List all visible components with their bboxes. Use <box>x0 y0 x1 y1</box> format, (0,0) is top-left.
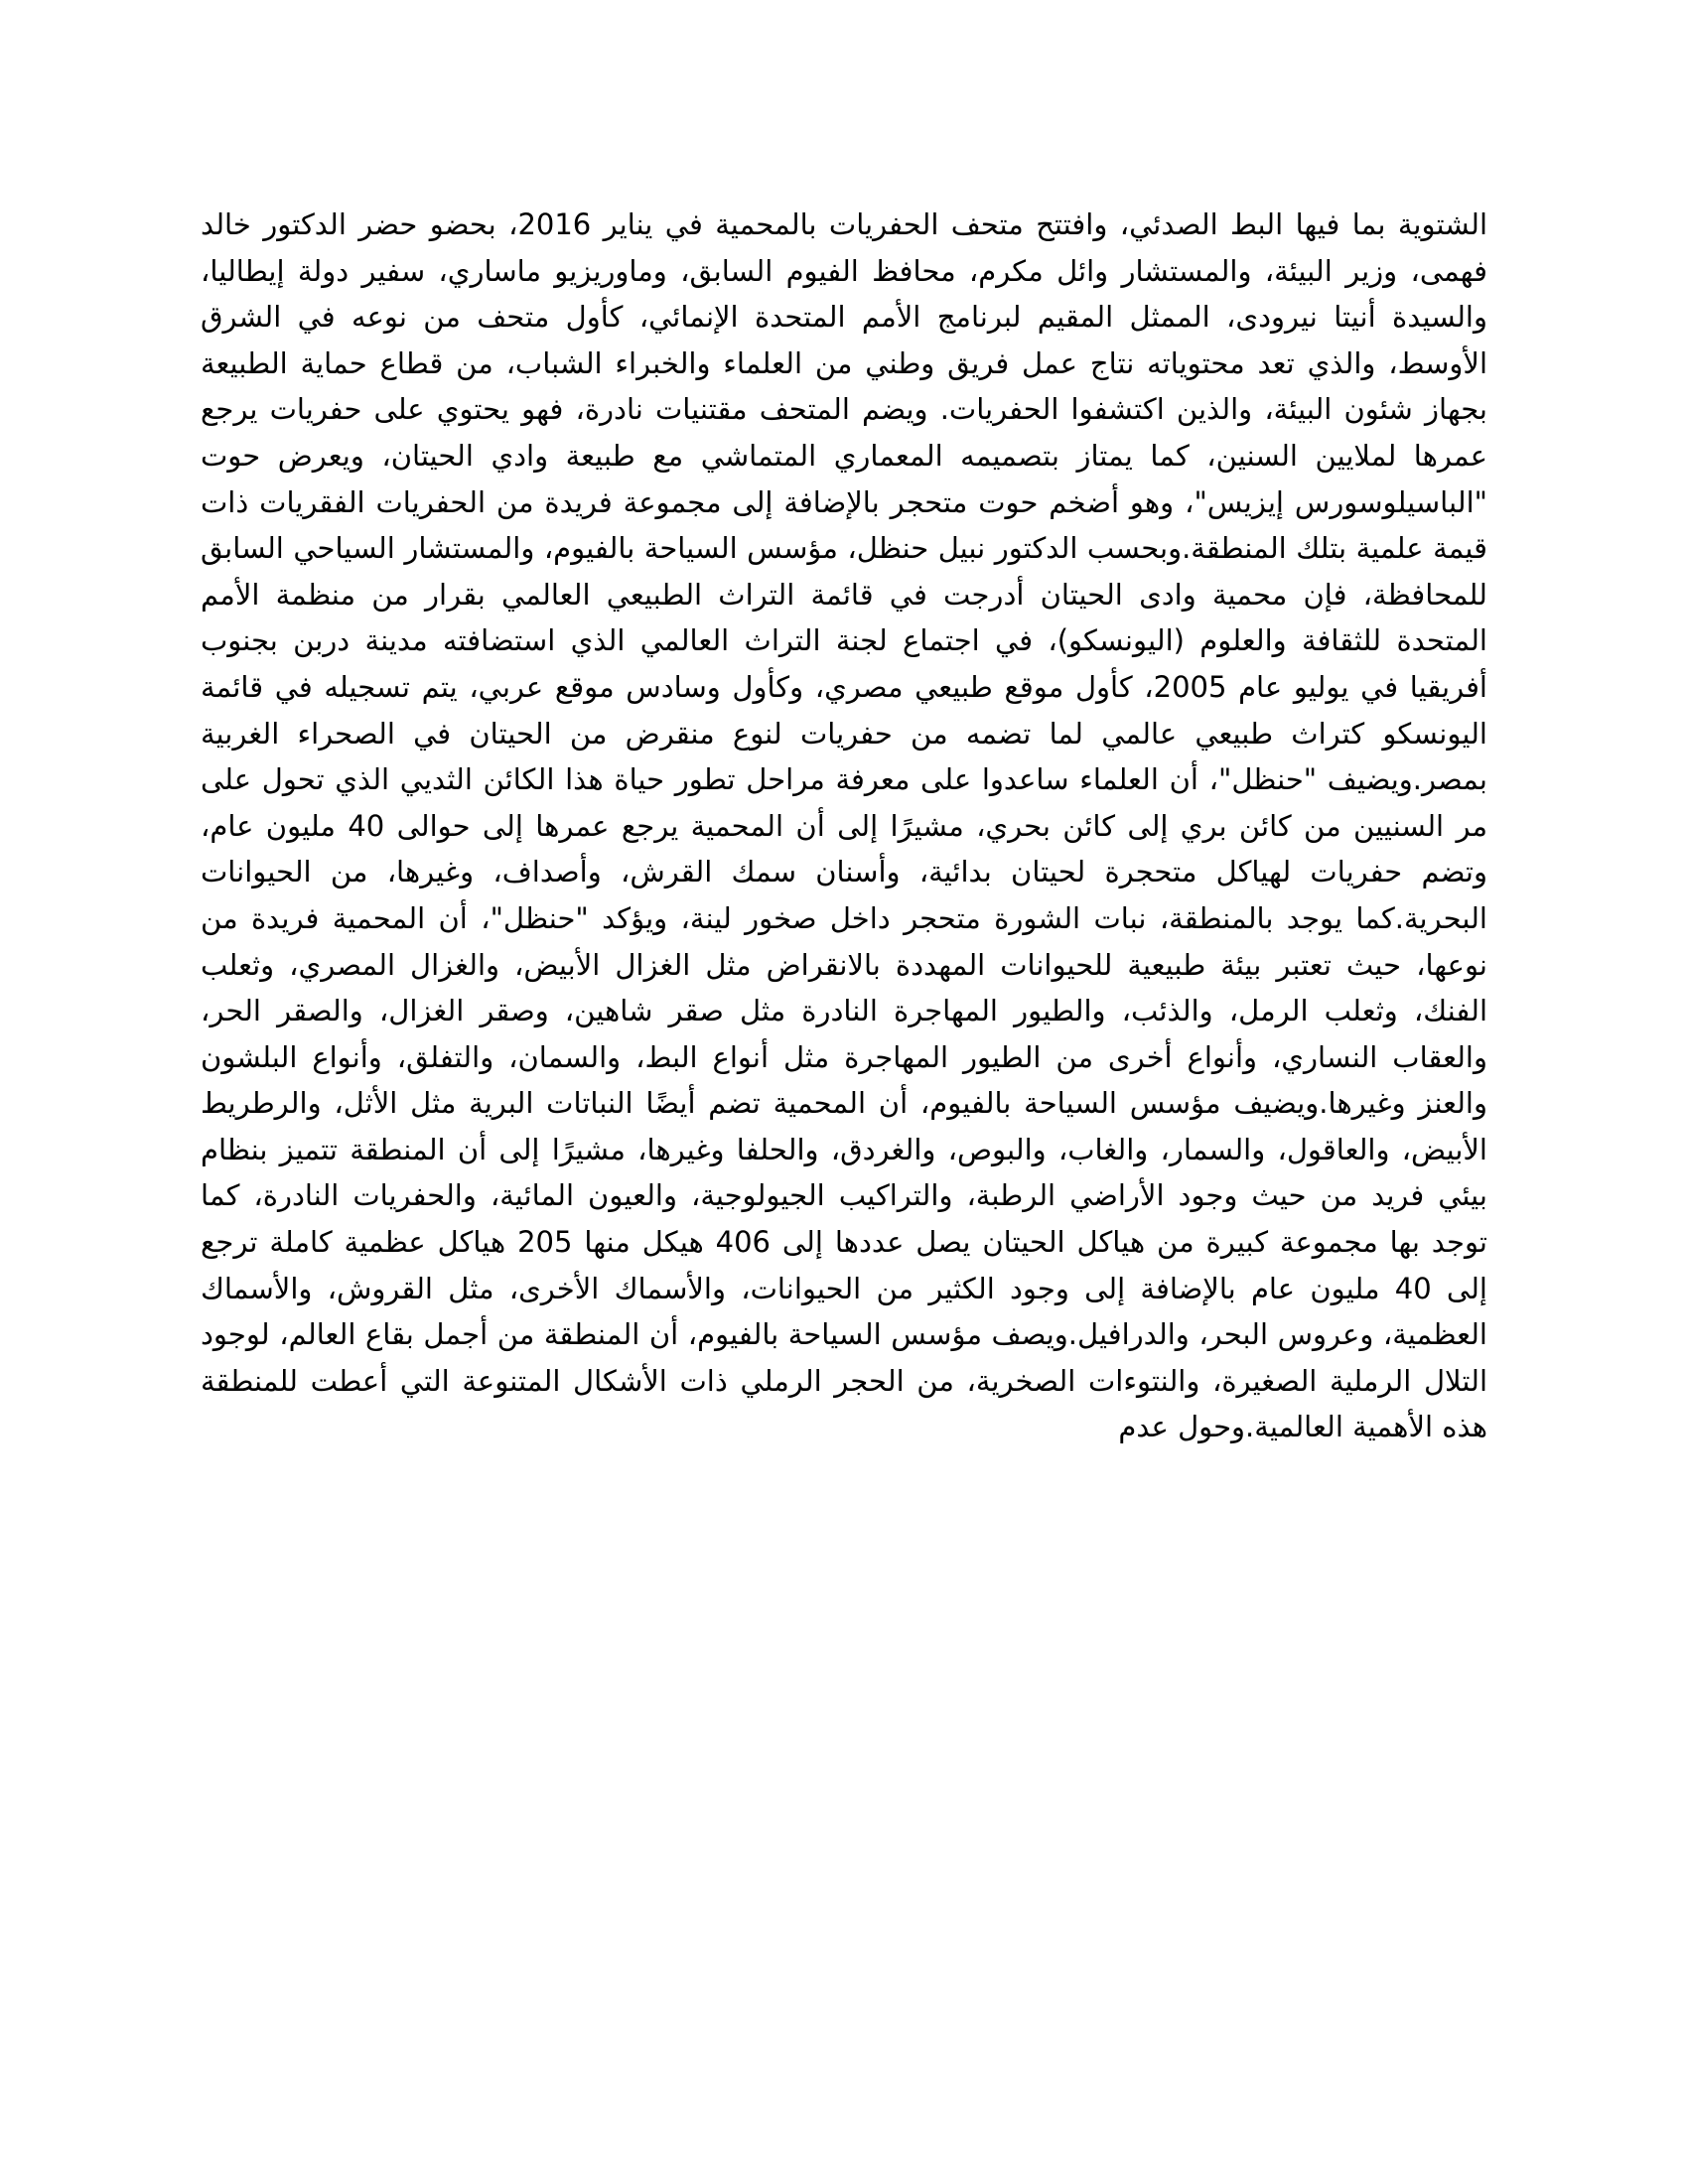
article-body <box>201 202 1487 1450</box>
article-paragraph: الشتوية بما فيها البط الصدئي، وافتتح متحف الحفريات بالمحمية في يناير 2016، بحضو حضر الدكتور خالد فهمى، وزير البيئة، والمستشار وائل مكرم، محافظ الفيوم السابق، وماوريزيو ماساري، سفير دولة إيطاليا، والسيدة أنيتا نيرودى، الممثل المقيم لبرنامج الأمم المتحدة الإنمائي، كأول متحف من نوعه في الشرق الأوسط، والذي تعد محتوياته نتاج عمل فريق وطني من العلماء والخبراء الشباب، من قطاع حماية الطبيعة بجهاز شئون البيئة، والذين اكتشفوا الحفريات. ويضم المتحف مقتنيات نادرة، فهو يحتوي على حفريات يرجع عمرها لملايين السنين، كما يمتاز بتصميمه المعماري المتماشي مع طبيعة وادي الحيتان، ويعرض حوت "الباسيلوسورس إيزيس"، وهو أضخم حوت متحجر بالإضافة إلى مجموعة فريدة من الحفريات الفقريات ذات قيمة علمية بتلك المنطقة.وبحسب الدكتور نبيل حنظل، مؤسس السياحة بالفيوم، والمستشار السياحي السابق للمحافظة، فإن محمية وادى الحيتان أدرجت في قائمة التراث الطبيعي العالمي بقرار من منظمة الأمم المتحدة للثقافة والعلوم (اليونسكو)، في اجتماع لجنة التراث العالمي الذي استضافته مدينة دربن بجنوب أفريقيا في يوليو عام 2005، كأول موقع طبيعي مصري، وكأول وسادس موقع عربي، يتم تسجيله في قائمة اليونسكو كتراث طبيعي عالمي لما تضمه من حفريات لنوع منقرض من الحيتان في الصحراء الغربية بمصر.ويضيف "حنظل"، أن العلماء ساعدوا على معرفة مراحل تطور حياة هذا الكائن الثديي الذي تحول على مر السنيين من كائن بري إلى كائن بحري، مشيرًا إلى أن المحمية يرجع عمرها إلى حوالى 40 مليون عام، وتضم حفريات لهياكل متحجرة لحيتان بدائية، وأسنان سمك القرش، وأصداف، وغيرها، من الحيوانات البحرية.كما يوجد بالمنطقة، نبات الشورة متحجر داخل صخور لينة، ويؤكد "حنظل"، أن المحمية فريدة من نوعها، حيث تعتبر بيئة طبيعية للحيوانات المهددة بالانقراض مثل الغزال الأبيض، والغزال المصري، وثعلب الفنك، وثعلب الرمل، والذئب، والطيور المهاجرة النادرة مثل صقر شاهين، وصقر الغزال، والصقر الحر، والعقاب النساري، وأنواع أخرى من الطيور المهاجرة مثل أنواع البط، والسمان، والتفلق، وأنواع البلشون والعنز وغيرها.ويضيف مؤسس السياحة بالفيوم، أن المحمية تضم أيضًا النباتات البرية مثل الأثل، والرطريط الأبيض، والعاقول، والسمار، والغاب، والبوص، والغردق، والحلفا وغيرها، مشيرًا إلى أن المنطقة تتميز بنظام بيئي فريد من حيث وجود الأراضي الرطبة، والتراكيب الجيولوجية، والعيون المائية، والحفريات النادرة، كما توجد بها مجموعة كبيرة من هياكل الحيتان يصل عددها إلى 406 هيكل منها 205 هياكل عظمية كاملة ترجع إلى 40 مليون عام بالإضافة إلى وجود الكثير من الحيوانات، والأسماك الأخرى، مثل القروش، والأسماك العظمية، وعروس البحر، والدرافيل.ويصف مؤسس السياحة بالفيوم، أن المنطقة من أجمل بقاع العالم، لوجود التلال الرملية الصغيرة، والنتوءات الصخرية، من الحجر الرملي ذات الأشكال المتنوعة التي أعطت للمنطقة هذه الأهمية العالمية.وحول عدم <box>201 207 1487 1444</box>
